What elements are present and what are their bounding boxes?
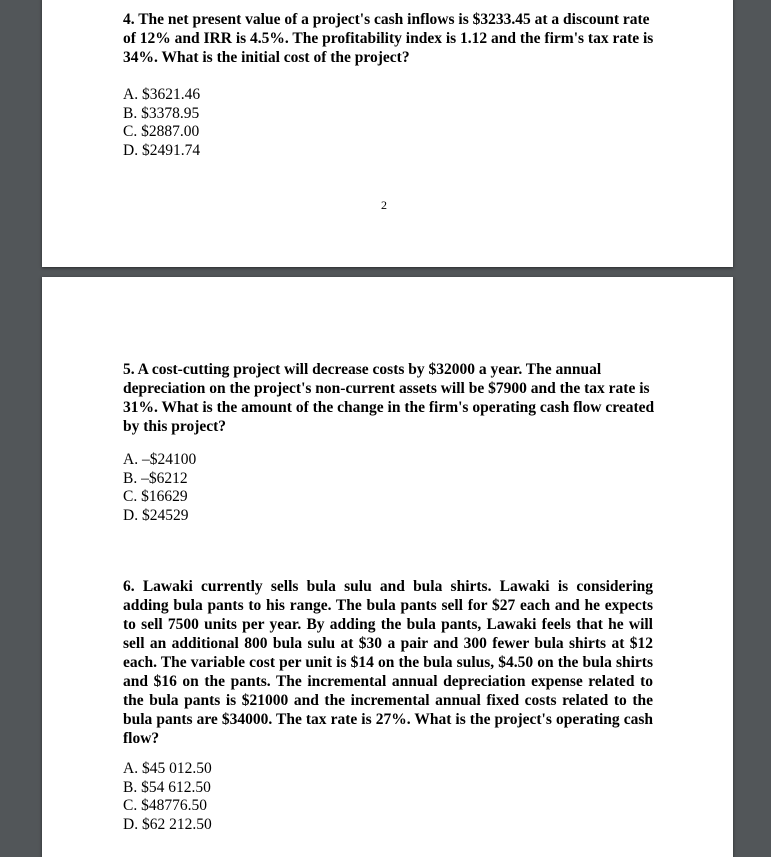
option-d: D. $2491.74 bbox=[123, 141, 201, 159]
question-4-options bbox=[123, 86, 200, 160]
option-c: C. $16629 bbox=[123, 488, 188, 505]
option-c: C. $2887.00 bbox=[123, 123, 200, 140]
question-6-options bbox=[123, 760, 212, 834]
option-d: D. $62 212.50 bbox=[123, 815, 212, 833]
pdf-page-2 bbox=[42, 277, 733, 857]
option-b: B. $54 612.50 bbox=[123, 778, 211, 796]
question-6-text: 6. Lawaki currently sells bula sulu and bula shirts. Lawaki is considering adding bula pants to his range. The bula pants sell for $27 each and he expects to sell 7500 units per year. By adding the bula pants, Lawaki feels that he will sell an additional 800 bula sulu at $30 a pair and 300 fewer bula shirts at $12 each. The variable cost per unit is $14 on the bula sulus, $4.50 on the bula shirts and $16 on the pants. The incremental annual depreciation expense related to the bula pants is $21000 and the incremental annual fixed costs related to the bula pants are $34000. The tax rate is 27%. What is the project's operating cash flow? bbox=[123, 578, 653, 747]
option-b: B. $3378.95 bbox=[123, 104, 200, 122]
option-b: B. –$6212 bbox=[123, 469, 188, 487]
option-a: A. –$24100 bbox=[123, 451, 197, 468]
option-c: C. $48776.50 bbox=[123, 797, 207, 814]
question-5-text: 5. A cost-cutting project will decrease costs by $32000 a year. The annual depreciation on the project's non-current assets will be $7900 and the tax rate is 31%. What is the amount of the change in the firm's operating cash flow created by this project? bbox=[123, 361, 655, 435]
question-4-text: 4. The net present value of a project's cash inflows is $3233.45 at a discount rate of 12% and IRR is 4.5%. The profitability index is 1.12 and the firm's tax rate is 34%. What is the initial cost of the project? bbox=[123, 11, 654, 66]
option-d: D. $24529 bbox=[123, 506, 189, 524]
pdf-page-1 bbox=[42, 0, 733, 267]
page-number: 2 bbox=[381, 198, 387, 212]
option-a: A. $45 012.50 bbox=[123, 760, 212, 777]
option-a: A. $3621.46 bbox=[123, 86, 201, 103]
question-5-options bbox=[123, 451, 196, 525]
